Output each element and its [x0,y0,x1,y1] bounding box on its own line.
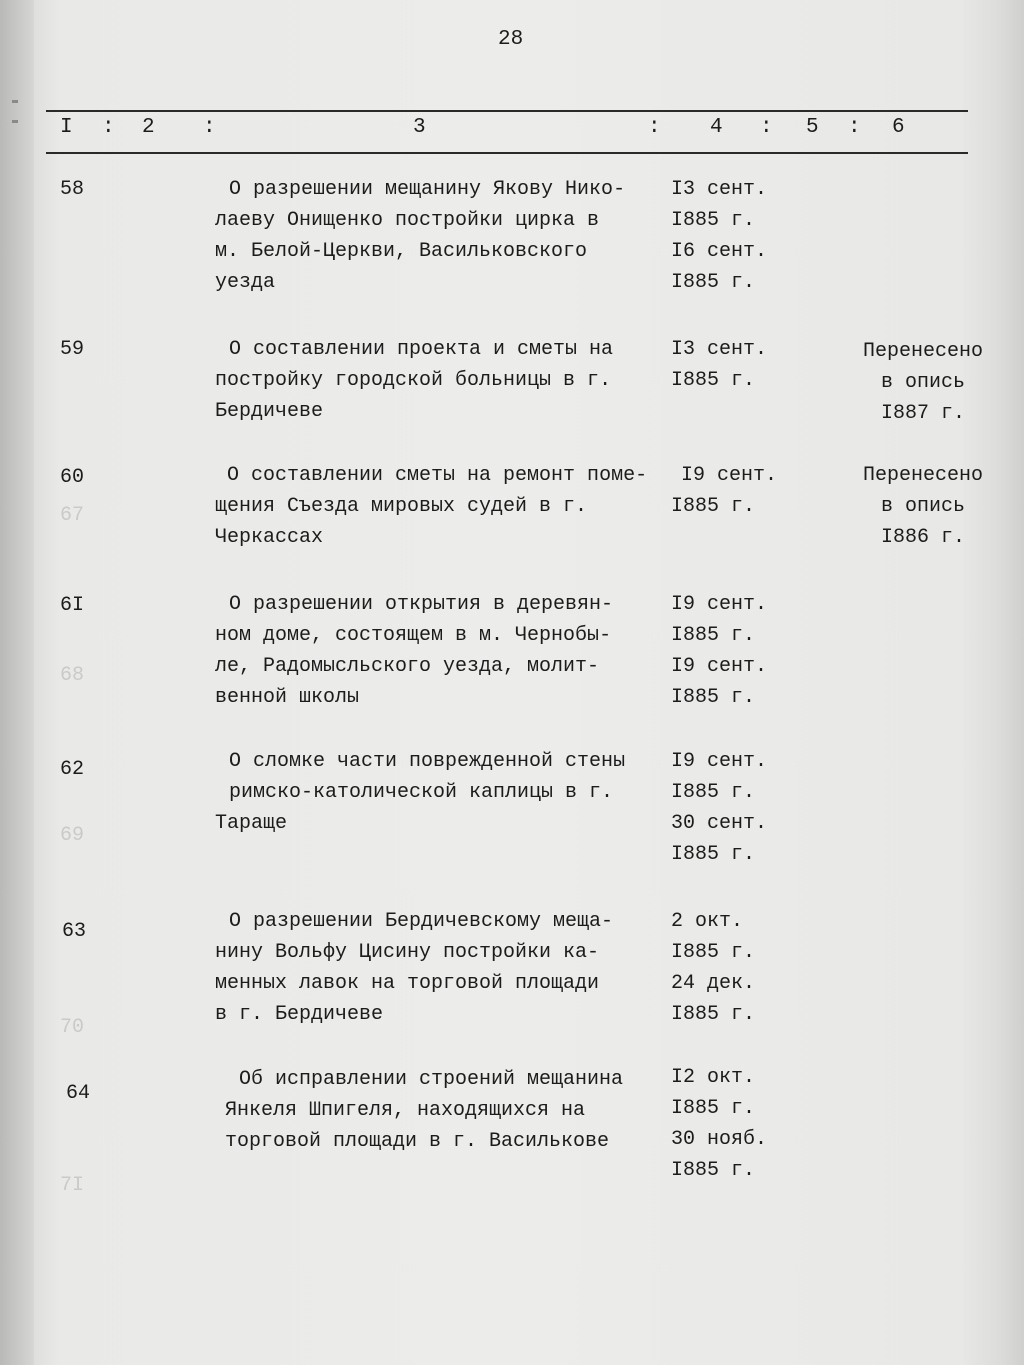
row-title-line: нину Вольфу Цисину постройки ка- [215,941,600,964]
row-title-line: О составлении сметы на ремонт поме- [215,464,648,487]
row-title [215,460,675,553]
header-separator: : [760,116,773,139]
header-col-4: 4 [710,116,723,139]
bleed-through: 7I [60,1174,85,1197]
row-title [215,746,675,839]
header-col-5: 5 [806,116,819,139]
header-bottom-rule [46,152,968,154]
row-title-line: Янкеля Шпигеля, находящихся на [225,1099,586,1122]
row-title-line: торговой площади в г. Василькове [225,1130,610,1153]
row-dates [671,906,755,1030]
row-dates [671,334,767,396]
row-number: 59 [60,338,85,361]
row-number: 62 [60,758,85,781]
row-title-line: О разрешении мещанину Якову Нико- [229,178,626,201]
row-title-line: менных лавок на торговой площади [215,972,600,995]
bleed-through: 67 [60,504,85,527]
row-title [215,906,675,1030]
date-line: I885 г. [671,624,756,647]
date-line: I2 окт. [671,1066,756,1089]
header-separator: : [102,116,115,139]
header-separator: : [848,116,861,139]
header-separator: : [648,116,661,139]
date-line: 24 дек. [671,972,756,995]
date-line: I9 сент. [681,464,778,487]
date-line: I885 г. [671,1159,756,1182]
date-line: I885 г. [671,941,756,964]
date-line: 30 нояб. [671,1128,768,1151]
note-line: Перенесено [862,340,984,363]
binding-edge [0,0,34,1365]
row-dates [671,1062,767,1186]
row-number: 63 [62,920,87,943]
row-dates [671,460,777,522]
row-title-line: постройку городской больницы в г. [215,369,612,392]
row-title-line: О сломке части поврежденной стены [229,750,626,773]
date-line: I885 г. [671,271,756,294]
header-top-rule [46,110,968,112]
date-line: I3 сент. [671,178,768,201]
date-line: 2 окт. [671,910,744,933]
header-separator: : [203,116,216,139]
row-title-line: Черкассах [215,526,324,549]
row-title-line: щения Съезда мировых судей в г. [215,495,588,518]
date-line: I3 сент. [671,338,768,361]
date-line: I885 г. [671,686,756,709]
row-title [215,589,675,713]
row-title [215,174,675,298]
date-line: I885 г. [671,781,756,804]
row-number: 6I [60,594,85,617]
page-number: 28 [498,28,524,51]
row-title-line: Тараще [215,812,288,835]
row-title-line: О разрешении открытия в деревян- [229,593,614,616]
note-line: I887 г. [880,402,965,425]
row-note [860,460,986,553]
date-line: I9 сент. [671,750,768,773]
date-line: 30 сент. [671,812,768,835]
date-line: I885 г. [671,209,756,232]
row-title-line: Бердичеве [215,400,324,423]
row-dates [671,589,767,713]
date-line: I885 г. [671,843,756,866]
header-col-3: 3 [413,116,426,139]
note-line: в опись [880,495,965,518]
date-line: I885 г. [671,1097,756,1120]
row-title-line: О разрешении Бердичевскому меща- [229,910,614,933]
binding-hole [12,120,18,123]
row-title-line: м. Белой-Церкви, Васильковского [215,240,588,263]
bleed-through: 68 [60,664,85,687]
row-title [215,334,675,427]
bleed-through: 69 [60,824,85,847]
row-title-line: Об исправлении строений мещанина [239,1068,624,1091]
row-number: 60 [60,466,85,489]
row-title-line: лаеву Онищенко постройки цирка в [215,209,600,232]
date-line: I6 сент. [671,240,768,263]
row-title-line: ном доме, состоящем в м. Чернобы- [215,624,612,647]
date-line: I885 г. [671,369,756,392]
date-line: I9 сент. [671,593,768,616]
row-dates [671,746,767,870]
date-line: I885 г. [671,495,756,518]
header-col-6: 6 [892,116,905,139]
header-col-1: I [60,116,73,139]
header-col-2: 2 [142,116,155,139]
row-title-line: уезда [215,271,276,294]
row-title [225,1064,685,1157]
row-title-line: римско-католической каплицы в г. [229,781,614,804]
note-line: в опись [880,371,965,394]
bleed-through: 70 [60,1016,85,1039]
date-line: I885 г. [671,1003,756,1026]
row-title-line: венной школы [215,686,360,709]
row-dates [671,174,767,298]
note-line: I886 г. [880,526,965,549]
row-note [860,336,986,429]
row-number: 58 [60,178,85,201]
row-title-line: ле, Радомысльского уезда, молит- [215,655,600,678]
note-line: Перенесено [862,464,984,487]
date-line: I9 сент. [671,655,768,678]
row-title-line: О составлении проекта и сметы на [229,338,614,361]
row-title-line: в г. Бердичеве [215,1003,384,1026]
binding-hole [12,100,18,103]
row-number: 64 [66,1082,91,1105]
